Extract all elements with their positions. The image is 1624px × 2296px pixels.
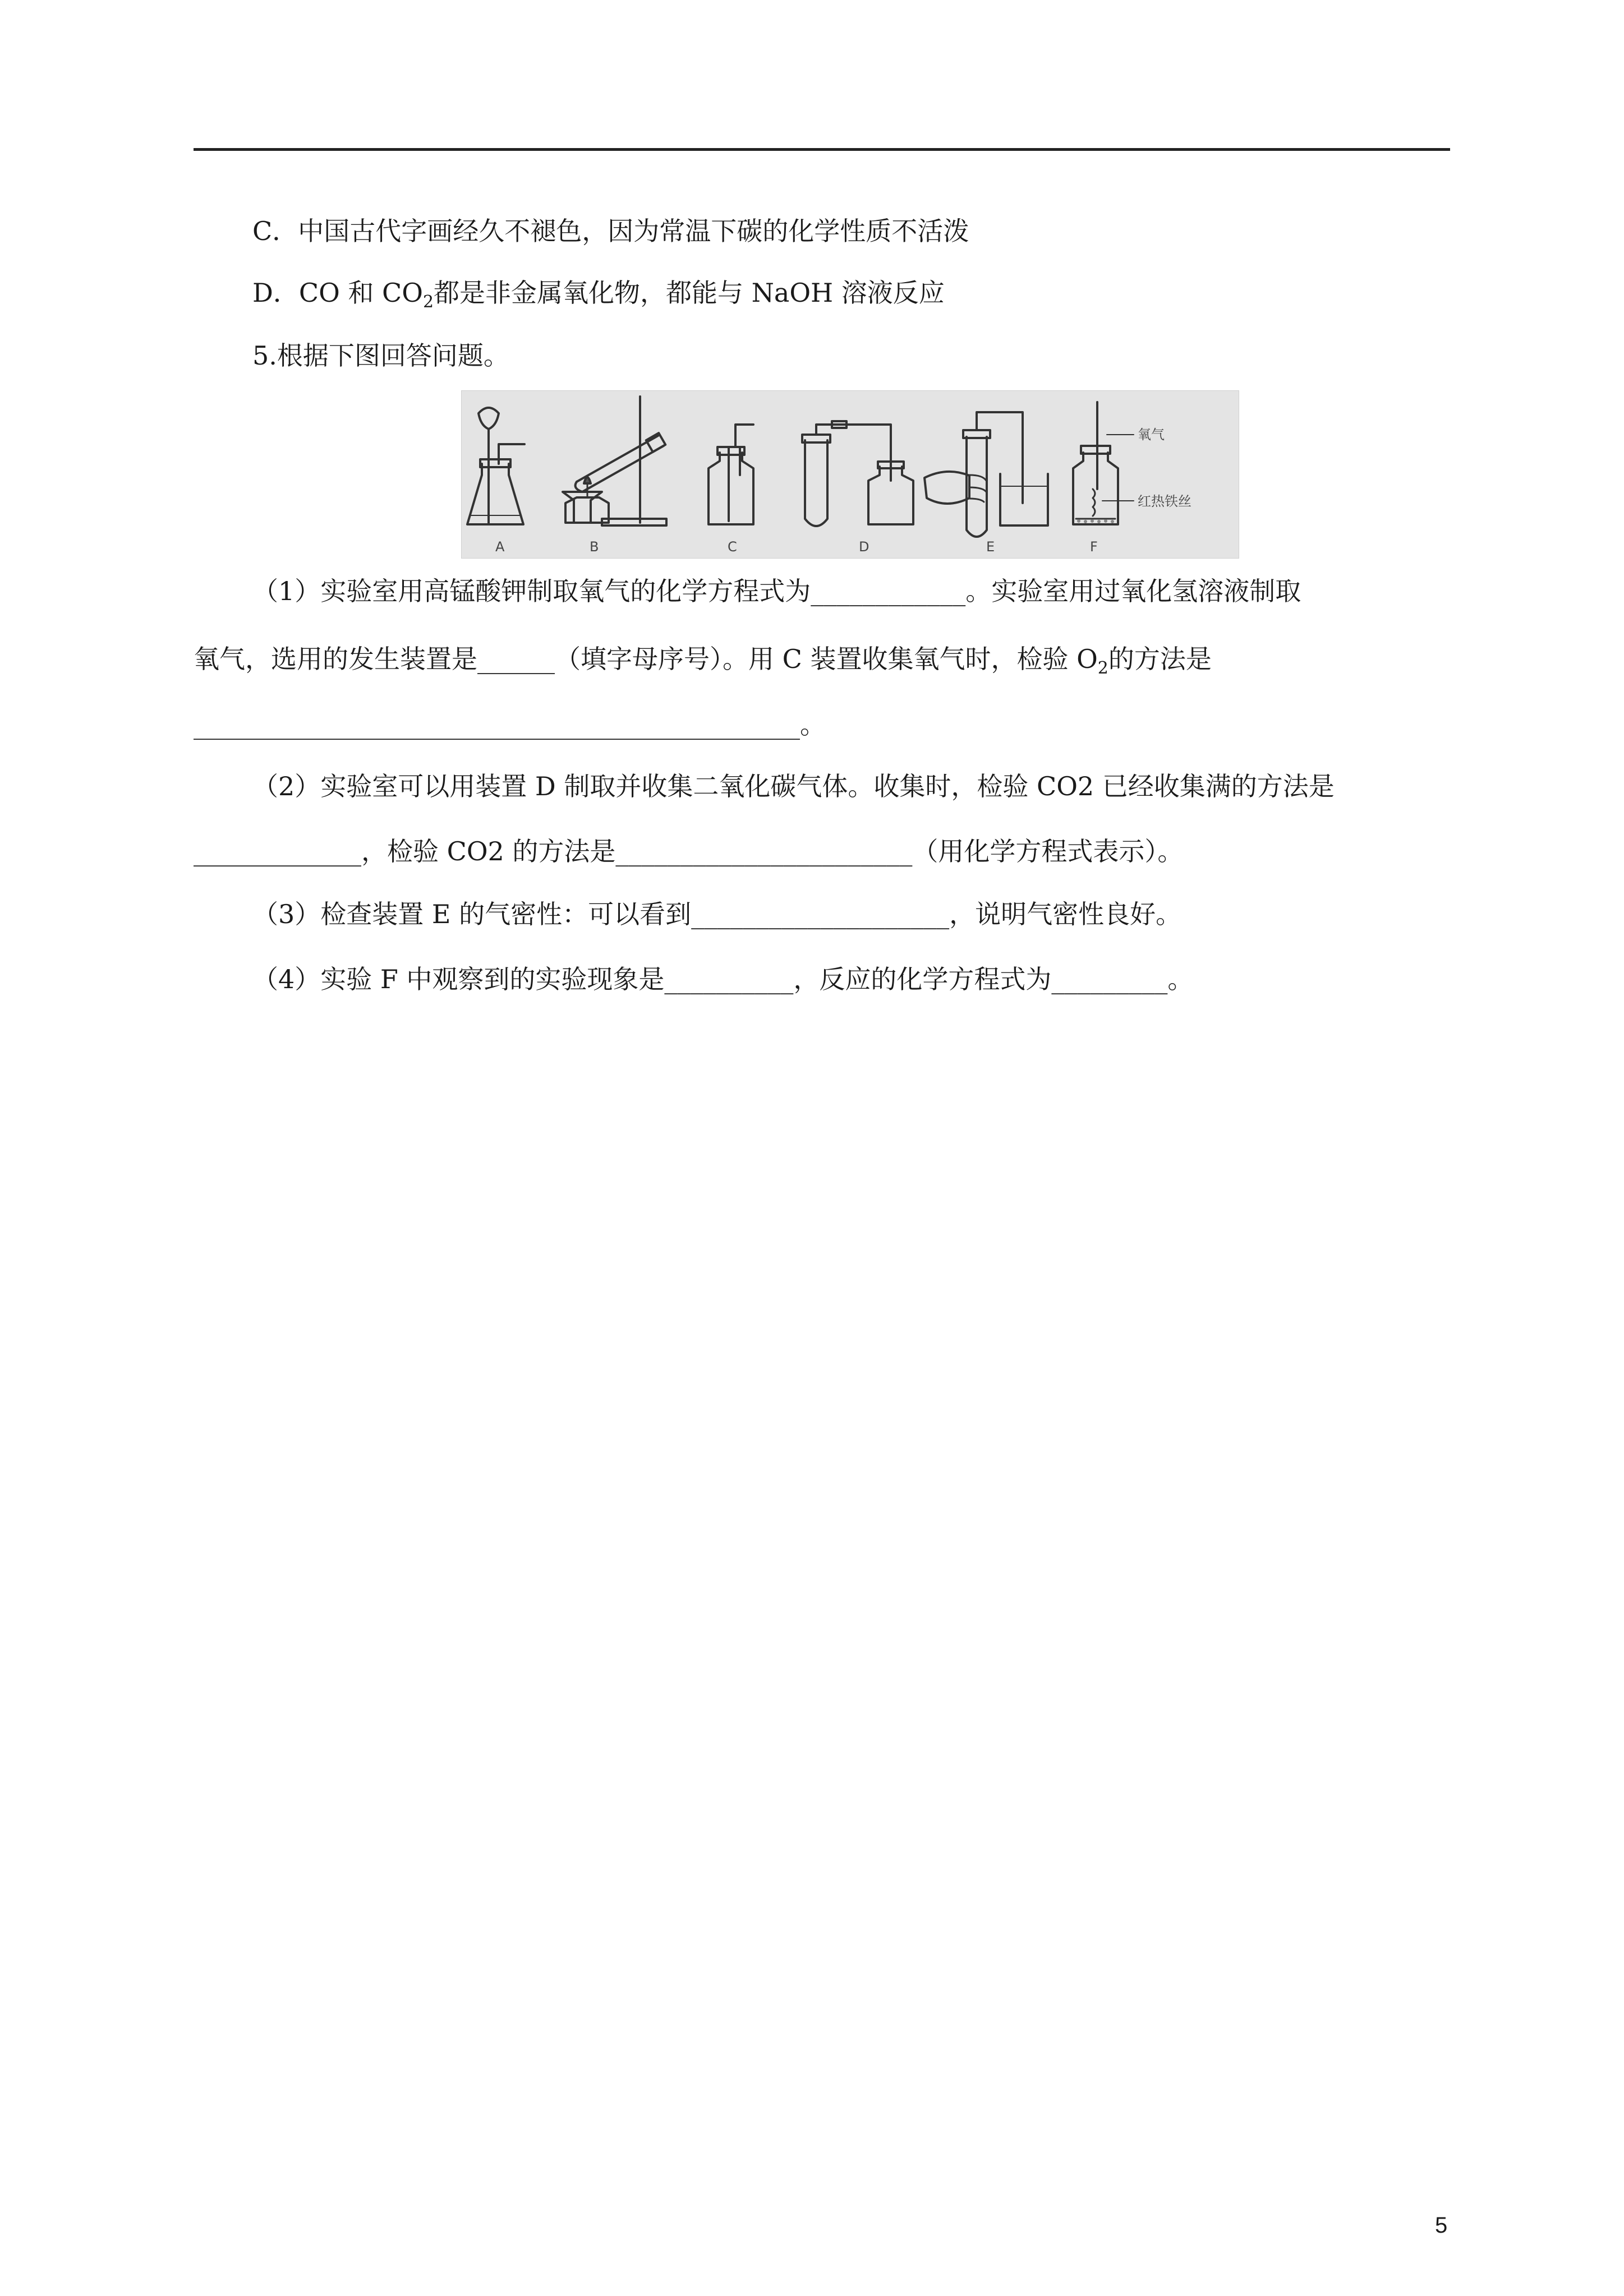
apparatus-d bbox=[802, 421, 913, 526]
option-c: C．中国古代字画经久不褪色，因为常温下碳的化学性质不活泼 bbox=[252, 216, 969, 246]
apparatus-a bbox=[467, 408, 525, 524]
apparatus-e bbox=[924, 412, 1048, 537]
q2-line-2: _____________，检验 CO2 的方法是_______________________（用化学方程式表示）。 bbox=[194, 836, 1184, 866]
option-d: D．CO 和 $CO_2$都是非金属氧化物，都能与 NaOH 溶液反应 bbox=[252, 278, 945, 312]
label-f: F bbox=[1090, 539, 1098, 555]
page-number: 5 bbox=[1435, 2213, 1448, 2238]
label-e: E bbox=[986, 539, 995, 555]
label-iron-wire: 红热铁丝 bbox=[1138, 494, 1191, 509]
question-5-title: 5.根据下图回答问题。 bbox=[252, 340, 509, 371]
apparatus-b bbox=[563, 397, 666, 525]
apparatus-drawing bbox=[462, 391, 1239, 558]
q1-line-3: _______________________________________________。 bbox=[194, 709, 826, 740]
q1-line-1: （1）实验室用高锰酸钾制取氧气的化学方程式为____________。实验室用过氧化氢溶液制取 bbox=[252, 576, 1301, 606]
q3-line: （3）检查装置 E 的气密性：可以看到____________________，说明气密性良好。 bbox=[252, 899, 1182, 929]
q1-line-2: 氧气，选用的发生装置是______（填字母序号）。用 C 装置收集氧气时，检验 $O_2$的方法是 bbox=[194, 644, 1212, 678]
header-rule bbox=[194, 148, 1450, 151]
label-d: D bbox=[859, 539, 869, 555]
label-a: A bbox=[495, 539, 505, 555]
label-c: C bbox=[728, 539, 737, 555]
apparatus-f bbox=[1073, 402, 1134, 524]
label-oxygen: 氧气 bbox=[1138, 427, 1165, 442]
apparatus-c bbox=[709, 425, 753, 524]
q4-line: （4）实验 F 中观察到的实验现象是__________，反应的化学方程式为_________。 bbox=[252, 964, 1194, 994]
label-b: B bbox=[590, 539, 599, 555]
q2-line-1: （2）实验室可以用装置 D 制取并收集二氧化碳气体。收集时，检验 CO2 已经收集满的方法是 bbox=[252, 771, 1335, 801]
sand-layer bbox=[1077, 519, 1114, 523]
lab-apparatus-figure bbox=[461, 390, 1239, 559]
